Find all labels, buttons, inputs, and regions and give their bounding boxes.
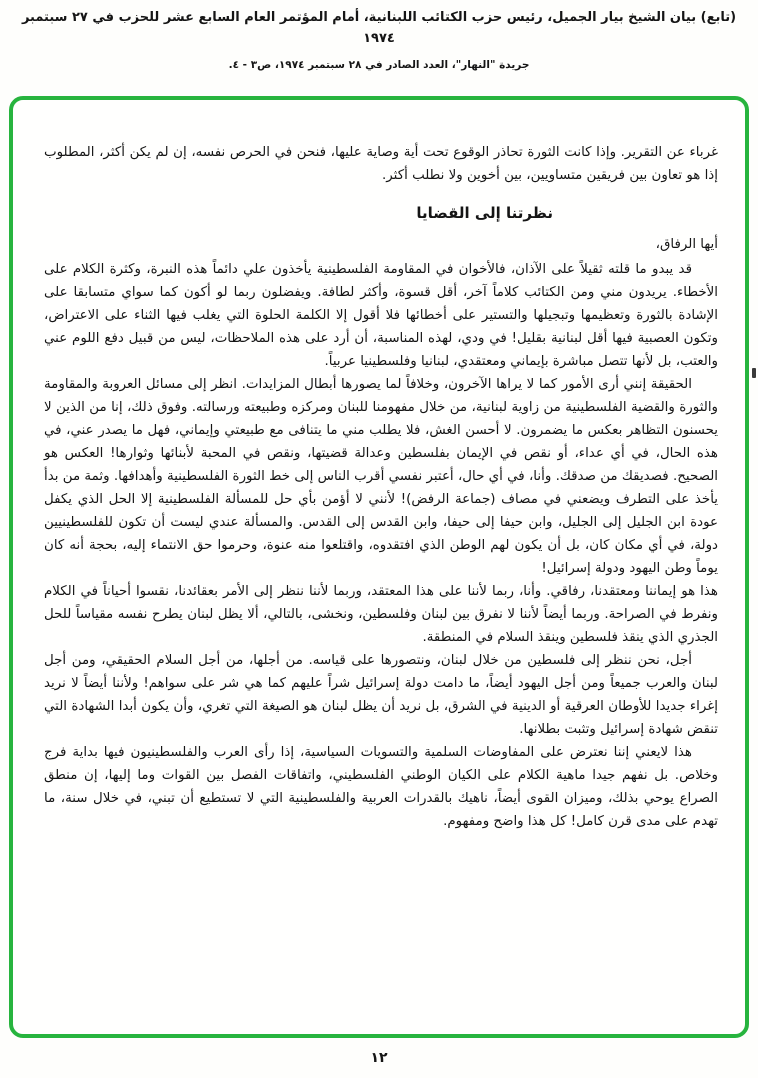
page-number: ١٢	[370, 1050, 388, 1066]
document-header	[0, 0, 758, 73]
paragraph-continuation: غرباء عن التقرير. وإذا كانت الثورة تحاذر الوقوع تحت أية وصاية عليها، فنحن في الحرص نفسه، إن لم يكن أكثر، المطلوب إذا هو تعاون بين فريقين متساويين، بين أخوين ولا نطلب أكثر.	[44, 145, 718, 183]
document-footer	[0, 1050, 758, 1066]
section-heading: نظرتنا إلى القضايا	[416, 204, 553, 222]
header-title-line-2: ١٩٧٤	[363, 31, 395, 46]
body-paragraph-5: هذا لايعني إننا نعترض على المفاوضات السلمية والتسويات السياسية، إذا رأى العرب والفلسطينيون فيها بداية فرج وخلاص. بل نفهم جيدا ماهية الكلام على الكيان الوطني الفلسطيني، واتفاقات الفصل بين القوات وما إليها، إن منطق الصراع يوحي بذلك، وميزان القوى أيضاً، ناهيك بالقدرات العربية والفلسطينية التي لا تستطيع أن تبني، في خلال سنة، ما تهدم على مدى قرن كامل! كل هذا واضح ومفهوم.	[44, 745, 718, 829]
header-title-line-1: (تابع) بيان الشيخ بيار الجميل، رئيس حزب الكتائب اللبنانية، أمام المؤتمر العام السابع عشر للحزب في ٢٧ سبتمبر	[21, 10, 737, 25]
body-paragraph-1: قد يبدو ما قلته ثقيلاً على الآذان، فالأخوان في المقاومة الفلسطينية يأخذون علي دائماً هذه النبرة، وكثرة الكلام على الأخطاء. يريدون مني ومن الكتائب كلاماً آخر، أقل قسوة، وأكثر لطافة. ويفضلون ربما لو أكون كما سواي متسابقا على الإشادة بالثورة وتعظيمها وتبجيلها والتستير على أخطائها فلا أقول إلا الكلمة الحلوة التي يغلب فيها الثناء على الاعتراض، وتكون العصبية فيها أقل لبنانية بقليل! في ودي، لهذه المناسبة، أن أرد على هذه الملاحظات، ليس من قبيل دفع اللوم عني والعتب، بل لأنها تتصل مباشرة بإيماني ومعتقدي، لبنانيا وفلسطينيا عربياً.	[44, 262, 718, 369]
header-source-citation: جريدة "النهار"، العدد الصادر في ٢٨ سبتمبر ١٩٧٤، ص٣ - ٤.	[228, 59, 530, 71]
salutation-line: أيها الرفاق،	[655, 237, 718, 252]
body-paragraph-3: هذا هو إيماننا ومعتقدنا، رفاقي. وأنا، ربما لأننا على هذا المعتقد، وربما لأننا ننظر إلى الأمر بعقائدنا، نقسوا أحياناً في الكلام ونفرط في الصراحة. وربما أيضاً لأننا لا نفرق بين لبنان وفلسطين، ونخشى، بالتالي، ألا يظل لبنان يطرح نفسه مقياساً للحل الجذري الذي ينقذ فلسطين وينقذ السلام في المنطقة.	[44, 584, 718, 645]
content-frame	[9, 96, 749, 1038]
body-paragraph-2: الحقيقة إنني أرى الأمور كما لا يراها الآخرون، وخلافاً لما يصورها أبطال المزايدات. انظر إلى مسائل العروبة والمقاومة والثورة والقضية الفلسطينية من زاوية لبنانية، من خلال مفهومنا للبنان ومركزه وطبيعته ورسالته. وفوق ذلك، إنا من الذين لا يحسنون التظاهر بعكس ما يضمرون. لا أحسن الغش، فلا يطلب مني ما يتنافى مع طبيعتي وإيماني، فهل ما يصدر عني، في هذه الحال، في أي عداء، أو نقص في الإيمان بفلسطين وعدالة قضيتها، ونقص في المحبة لأبنائها وثوارها! العكس هو الصحيح. فصديقك من صدقك. وأنا، في أي حال، أعتبر نفسي أقرب الناس إلى خط الثورة الفلسطينية وأهدافها. وثمة من بدأ يأخذ على التطرف ويضعني في مصاف (جماعة الرفض)! لأنني لا أؤمن بأي حل للمسألة الفلسطينية إلا الحل الذي يكفل عودة ابن الجليل إلى الجليل، وابن حيفا إلى حيفا، وابن القدس إلى القدس. والمسألة عندي ليست أن تكون للفلسطينيين دولة، في أي مكان كان، بل أن يكون لهم الوطن الذي افتقدوه، واقتلعوا منه عنوة، وحرموا حق الانتماء إليه، بحجة أنه كان يوماً وطن اليهود ودولة إسرائيل!	[44, 377, 718, 576]
body-paragraph-4: أجل، نحن ننظر إلى فلسطين من خلال لبنان، ونتصورها على قياسه. من أجلها، من أجل السلام الحقيقي، ومن أجل لبنان والعرب جميعاً ومن أجل اليهود أيضاً، ما دامت دولة إسرائيل شراً عليهم كما هي شر على سواهم! ولأننا أيضاً لا نريد إغراء جديدا للأوطان العرقية أو الدينية في الشرق، بل نريد أن يظل لبنان هو الصيغة التي تغري، وأن يكون أبدا الشهادة التي تنقض شهادة إسرائيل وتثبت بطلانها.	[44, 653, 718, 737]
scan-artifact-mark	[752, 368, 756, 378]
